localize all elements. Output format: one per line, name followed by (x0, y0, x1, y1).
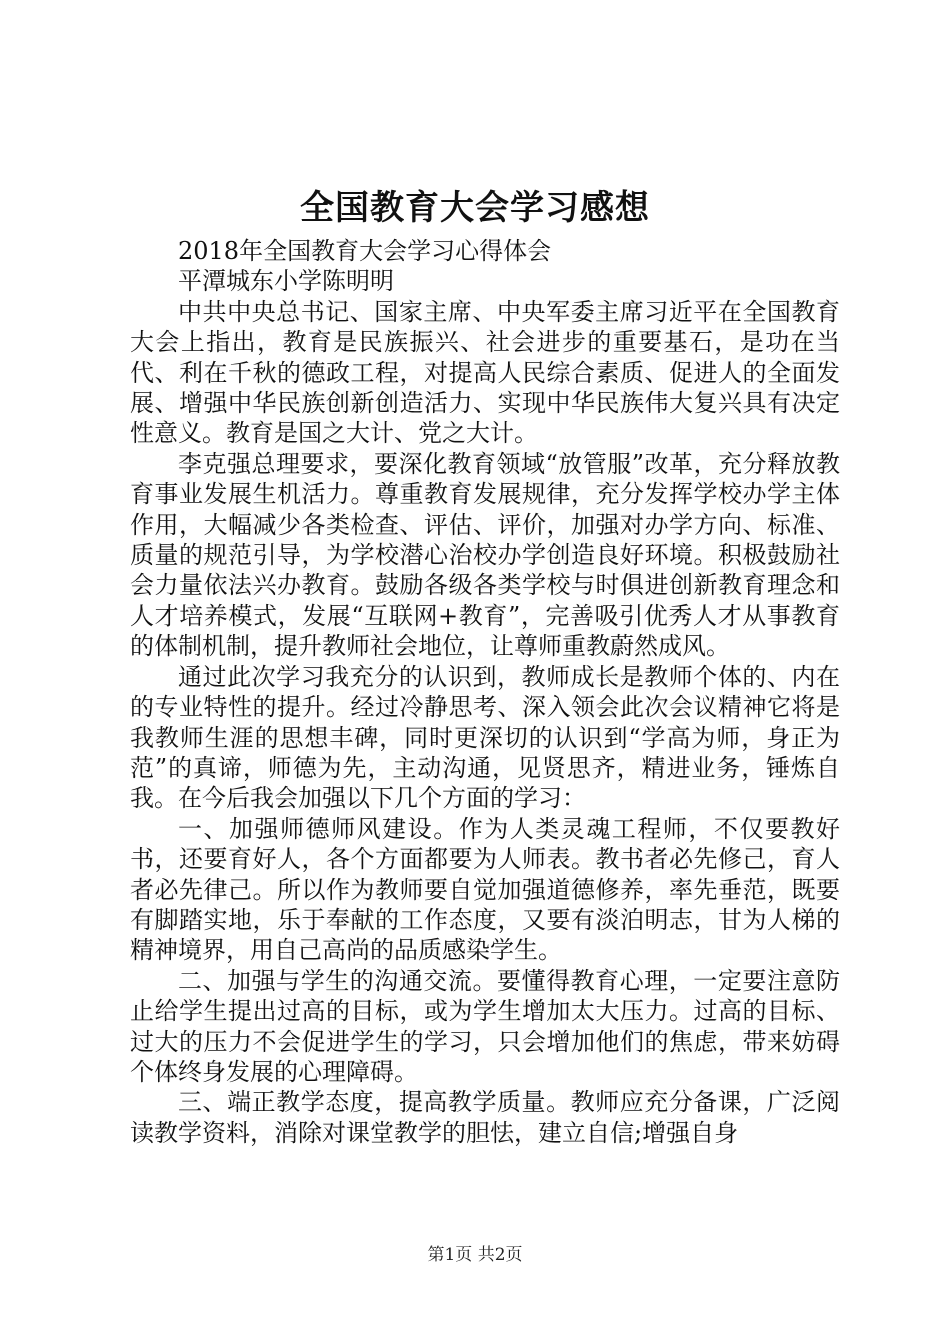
document-author: 平潭城东小学陈明明 (178, 267, 394, 296)
paragraph: 一、加强师德师风建设。作为人类灵魂工程师，不仅要教好书，还要育好人，各个方面都要为人师表。教书者必先修己，育人者必先律己。所以作为教师要自觉加强道德修养，率先垂范，既要有脚踏实地，乐于奉献的工作态度，又要有淡泊明志，甘为人梯的精神境界，用自己高尚的品质感染学生。 (130, 814, 840, 965)
paragraph: 李克强总理要求，要深化教育领域“放管服”改革，充分释放教育事业发展生机活力。尊重教育发展规律，充分发挥学校办学主体作用，大幅减少各类检查、评估、评价，加强对办学方向、标准、质量的规范引导，为学校潜心治校办学创造良好环境。积极鼓励社会力量依法兴办教育。鼓励各级各类学校与时俱进创新教育理念和人才培养模式，发展“互联网+教育”，完善吸引优秀人才从事教育的体制机制，提升教师社会地位，让尊师重教蔚然成风。 (130, 449, 840, 661)
paragraph: 三、端正教学态度，提高教学质量。教师应充分备课，广泛阅读教学资料，消除对课堂教学的胆怯，建立自信;增强自身 (130, 1088, 840, 1147)
paragraph: 通过此次学习我充分的认识到，教师成长是教师个体的、内在的专业特性的提升。经过冷静思考、深入领会此次会议精神它将是我教师生涯的思想丰碑，同时更深切的认识到“学高为师，身正为范”的真谛，师德为先，主动沟通，见贤思齐，精进业务，锤炼自我。在今后我会加强以下几个方面的学习： (130, 662, 840, 813)
paragraph: 中共中央总书记、国家主席、中央军委主席习近平在全国教育大会上指出，教育是民族振兴、社会进步的重要基石，是功在当代、利在千秋的德政工程，对提高人民综合素质、促进人的全面发展、增强中华民族创新创造活力、实现中华民族伟大复兴具有决定性意义。教育是国之大计、党之大计。 (130, 297, 840, 448)
document-title: 全国教育大会学习感想 (300, 188, 650, 228)
document-body (130, 236, 840, 1148)
page-number-footer: 第1页 共2页 (427, 1245, 523, 1265)
document-subtitle: 2018年全国教育大会学习心得体会 (178, 237, 552, 265)
paragraph: 二、加强与学生的沟通交流。要懂得教育心理，一定要注意防止给学生提出过高的目标，或为学生增加太大压力。过高的目标、过大的压力不会促进学生的学习，只会增加他们的焦虑，带来妨碍个体终身发展的心理障碍。 (130, 966, 840, 1086)
